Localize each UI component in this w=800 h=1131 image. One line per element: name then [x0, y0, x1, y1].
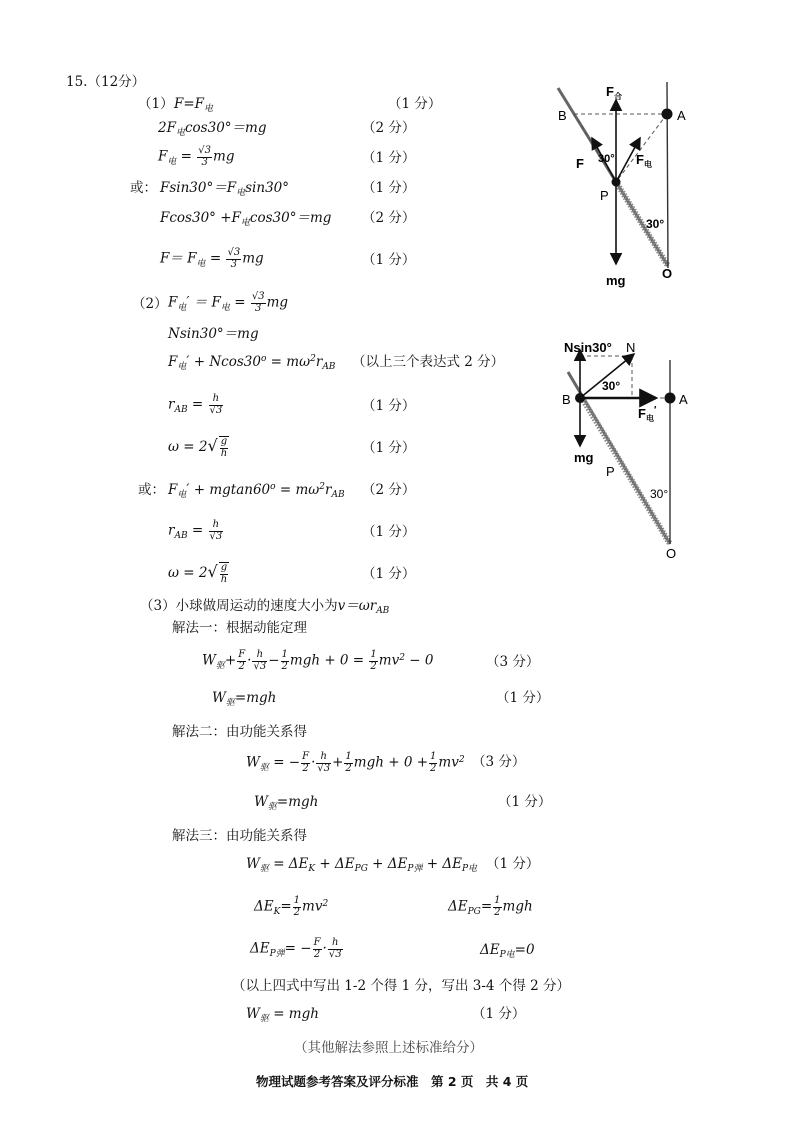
part2-eq5: ω = 2√ $\frac{g}{h}$: [168, 436, 228, 459]
part1-eq5: $Fcos30^\circ +F_电\cos 30^\circ=mg$: [160, 210, 332, 228]
label-o: O: [662, 266, 673, 281]
method2-result-score: （1 分）: [498, 794, 552, 810]
final-result: $W_驱$ = mgh: [246, 1006, 319, 1024]
point-a: [662, 109, 673, 120]
label-b-2: B: [562, 392, 571, 407]
point-a-2: [665, 393, 676, 404]
label-nsin30: Nsin30°: [564, 340, 612, 355]
part2-eq4-score: （1 分）: [362, 398, 416, 414]
delta-epg: $\Delta E_{PG}=$ $\frac{1}{2}$ mgh: [448, 895, 533, 918]
part1-eq6: $F= F_电$ = $\frac{√3}{3}$ mg: [160, 247, 264, 270]
part2-eq4: $r_{AB}$ = $\frac{h}{√3}$: [168, 393, 223, 416]
part2-eq3-score: （以上三个表达式 2 分）: [352, 354, 505, 370]
question-header: [66, 76, 145, 90]
method2-eq: $W_驱$ = − $\frac{F}{2}$ · $\frac{h}{√3}$ + $\frac{1}{2}$ mgh + 0 + $\frac{1}{2}$ $mv^2$: [246, 751, 465, 774]
method2-title: 解法二：由功能关系得: [172, 724, 307, 740]
part1-eq3-score: （1 分）: [362, 150, 416, 166]
method1-score: （3 分）: [486, 654, 540, 670]
part1-label: （1）: [138, 96, 174, 112]
part1-eq1-score: （1 分）: [388, 96, 442, 112]
part1-eq2-score: （2 分）: [362, 120, 416, 136]
page-footer: 物理试题参考答案及评分标准 第 2 页 共 4 页: [256, 1074, 529, 1089]
part2-eq8: ω = 2√ $\frac{g}{h}$: [168, 562, 228, 585]
method3-eq: $W_驱 = \Delta E_K + \Delta E_{PG} + \Delta E_{P弹} + \Delta E_{P电}$: [246, 856, 478, 874]
part1-eq2: $2F_电\cos 30^\circ=mg$: [158, 120, 267, 138]
part2-eq1: $F_电' = F_电$ = $\frac{√3}{3}$ mg: [168, 291, 289, 314]
dashed-right: [616, 114, 667, 182]
part2-eq5-score: （1 分）: [362, 440, 416, 456]
part2-label: （2）: [132, 296, 168, 312]
delta-ek: $\Delta E_K=$ $\frac{1}{2}$ $mv^2$: [254, 895, 329, 918]
part1-eq1: $F=F_电$: [174, 96, 214, 114]
label-f-dian: $F_电$: [636, 152, 652, 169]
label-f-dian-prime: $F_电'$: [638, 405, 657, 423]
part2-eq2: Nsin30°＝mg: [168, 326, 259, 342]
final-result-score: （1 分）: [472, 1006, 526, 1022]
label-angle-30-bottom: 30°: [646, 217, 665, 231]
label-mg-2: mg: [574, 450, 594, 465]
part1-eq4-score: （1 分）: [362, 180, 416, 196]
label-p: P: [600, 188, 609, 203]
part2-eq8-score: （1 分）: [362, 566, 416, 582]
part1-eq4: $Fsin30^\circ=F_电\sin 30^\circ$: [160, 180, 289, 198]
label-b: B: [558, 108, 567, 123]
method3-title: 解法三：由功能关系得: [172, 828, 307, 844]
label-angle-30-2: 30°: [602, 379, 621, 393]
label-f-he: $F_合$: [606, 84, 622, 101]
label-n: N: [626, 340, 636, 355]
method1-title: 解法一：根据动能定理: [172, 620, 307, 636]
label-o-2: O: [666, 546, 677, 561]
delta-ep-spring: $\Delta E_{P弹}=$ − $\frac{F}{2}$ · $\frac{h}{√3}$: [250, 937, 342, 960]
label-f: F: [576, 156, 584, 171]
part2-eq3: $F_电' + Ncos30^o = m\omega^2r_{AB}$: [168, 354, 336, 372]
part2-alt-label: 或：: [138, 482, 165, 498]
part1-alt-label: 或：: [130, 180, 157, 196]
other-methods-note: （其他解法参照上述标准给分）: [294, 1040, 483, 1056]
method3-score: （1 分）: [486, 856, 540, 872]
part2-eq7-score: （1 分）: [362, 524, 416, 540]
part2-eq7: $r_{AB}$ = $\frac{h}{√3}$: [168, 519, 223, 542]
delta-ep-electric: $\Delta E_{P电}=0$: [480, 942, 535, 960]
point-b: [575, 393, 585, 403]
scoring-note: （以上四式中写出 1-2 个得 1 分，写出 3-4 个得 2 分）: [232, 978, 570, 994]
label-mg: mg: [606, 273, 626, 288]
figure-1-force-diagram: [540, 78, 700, 298]
label-a: A: [677, 108, 686, 123]
part1-eq3: $F_电$ = $\frac{√3}{3}$ mg: [158, 145, 235, 168]
label-angle-30-bottom-2: 30°: [650, 487, 669, 501]
part1-eq6-score: （1 分）: [362, 252, 416, 268]
label-angle-30-top: 30°: [598, 153, 615, 165]
figure-2-force-diagram: [546, 336, 716, 566]
point-p: [612, 178, 621, 187]
part3-label: （3）小球做周运动的速度大小为$v=\omega r_{AB}$: [140, 598, 390, 616]
method1-result-score: （1 分）: [496, 690, 550, 706]
method1-result: $W_驱=mgh$: [212, 690, 277, 708]
method2-result: $W_驱=mgh$: [254, 794, 319, 812]
label-a-2: A: [679, 392, 688, 407]
part1-eq5-score: （2 分）: [362, 210, 416, 226]
question-number: 15.: [66, 74, 88, 90]
part2-eq6: $F_电' + mgtan60^o = m\omega^2r_{AB}$: [168, 482, 345, 500]
method2-score: （3 分）: [472, 754, 526, 770]
label-p-2: P: [606, 464, 615, 479]
method1-eq: $W_驱+$ $\frac{F}{2}$ · $\frac{h}{√3}$ − $\frac{1}{2}$ mgh + 0 = $\frac{1}{2}$ $mv^2 - 0$: [202, 649, 434, 672]
part2-eq6-score: （2 分）: [362, 482, 416, 498]
question-points: （12分）: [87, 74, 146, 90]
